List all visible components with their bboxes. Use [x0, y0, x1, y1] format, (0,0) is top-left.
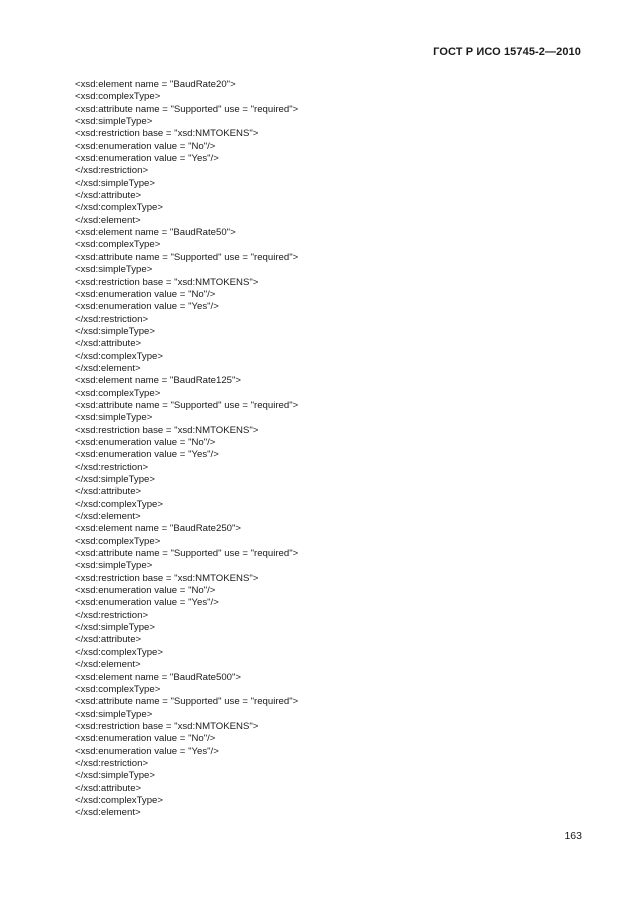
code-line: <xsd:element name = "BaudRate50"> [75, 227, 236, 239]
code-line: </xsd:simpleType> [75, 770, 155, 782]
code-line: </xsd:attribute> [75, 338, 142, 350]
code-line: <xsd:enumeration value = "No"/> [75, 140, 216, 152]
code-line: <xsd:restriction base = "xsd:NMTOKENS"> [75, 424, 259, 436]
code-line: </xsd:element> [75, 659, 141, 671]
code-line: </xsd:restriction> [75, 165, 149, 177]
code-line: <xsd:attribute name = "Supported" use = "required"> [75, 399, 299, 411]
code-line: <xsd:restriction base = "xsd:NMTOKENS"> [75, 276, 259, 288]
code-line: <xsd:enumeration value = "No"/> [75, 436, 216, 448]
code-line: </xsd:complexType> [75, 350, 163, 362]
code-line: <xsd:simpleType> [75, 116, 153, 128]
code-line: </xsd:restriction> [75, 313, 149, 325]
code-line: <xsd:enumeration value = "No"/> [75, 733, 216, 745]
code-line: </xsd:complexType> [75, 646, 163, 658]
code-line: <xsd:enumeration value = "Yes"/> [75, 301, 219, 313]
code-line: </xsd:attribute> [75, 634, 142, 646]
code-line: <xsd:restriction base = "xsd:NMTOKENS"> [75, 720, 259, 732]
document-standard-header: ГОСТ Р ИСО 15745-2—2010 [433, 46, 581, 58]
code-line: <xsd:element name = "BaudRate250"> [75, 523, 242, 535]
code-line: </xsd:simpleType> [75, 177, 155, 189]
code-line: <xsd:enumeration value = "Yes"/> [75, 449, 219, 461]
code-line: </xsd:complexType> [75, 498, 163, 510]
code-line: </xsd:attribute> [75, 486, 142, 498]
code-line: <xsd:complexType> [75, 683, 161, 695]
code-line: </xsd:restriction> [75, 461, 149, 473]
code-line: <xsd:restriction base = "xsd:NMTOKENS"> [75, 572, 259, 584]
code-line: <xsd:element name = "BaudRate20"> [75, 79, 236, 90]
code-line: <xsd:enumeration value = "Yes"/> [75, 153, 219, 165]
code-line: <xsd:attribute name = "Supported" use = "required"> [75, 103, 299, 115]
code-line: <xsd:simpleType> [75, 708, 153, 720]
code-line: </xsd:complexType> [75, 202, 163, 214]
code-line: </xsd:element> [75, 807, 141, 819]
code-line: <xsd:complexType> [75, 387, 161, 399]
code-line: <xsd:attribute name = "Supported" use = "required"> [75, 251, 299, 263]
code-line: </xsd:simpleType> [75, 474, 155, 485]
code-line: </xsd:element> [75, 362, 141, 374]
page-number: 163 [564, 830, 582, 842]
code-line: <xsd:enumeration value = "No"/> [75, 288, 216, 300]
code-line: <xsd:simpleType> [75, 412, 153, 424]
code-line: </xsd:simpleType> [75, 622, 155, 634]
code-line: </xsd:attribute> [75, 782, 142, 794]
code-line: <xsd:simpleType> [75, 264, 153, 276]
code-line: </xsd:simpleType> [75, 325, 155, 337]
code-line: </xsd:restriction> [75, 757, 149, 769]
code-line: <xsd:enumeration value = "No"/> [75, 585, 216, 597]
code-line: <xsd:attribute name = "Supported" use = "required"> [75, 548, 299, 560]
code-line: <xsd:simpleType> [75, 560, 153, 572]
code-line: </xsd:attribute> [75, 190, 142, 202]
code-line: <xsd:restriction base = "xsd:NMTOKENS"> [75, 128, 259, 140]
code-line: </xsd:complexType> [75, 794, 163, 806]
code-line: <xsd:complexType> [75, 239, 161, 251]
xsd-code-block [75, 79, 298, 820]
code-line: </xsd:element> [75, 214, 141, 226]
code-line: <xsd:enumeration value = "Yes"/> [75, 745, 219, 757]
code-line: <xsd:enumeration value = "Yes"/> [75, 597, 219, 609]
code-line: <xsd:attribute name = "Supported" use = "required"> [75, 696, 299, 708]
code-line: </xsd:element> [75, 511, 141, 523]
code-line: <xsd:complexType> [75, 91, 161, 103]
code-line: <xsd:element name = "BaudRate500"> [75, 671, 242, 683]
code-line: <xsd:element name = "BaudRate125"> [75, 375, 242, 387]
code-line: <xsd:complexType> [75, 535, 161, 547]
code-line: </xsd:restriction> [75, 609, 149, 621]
